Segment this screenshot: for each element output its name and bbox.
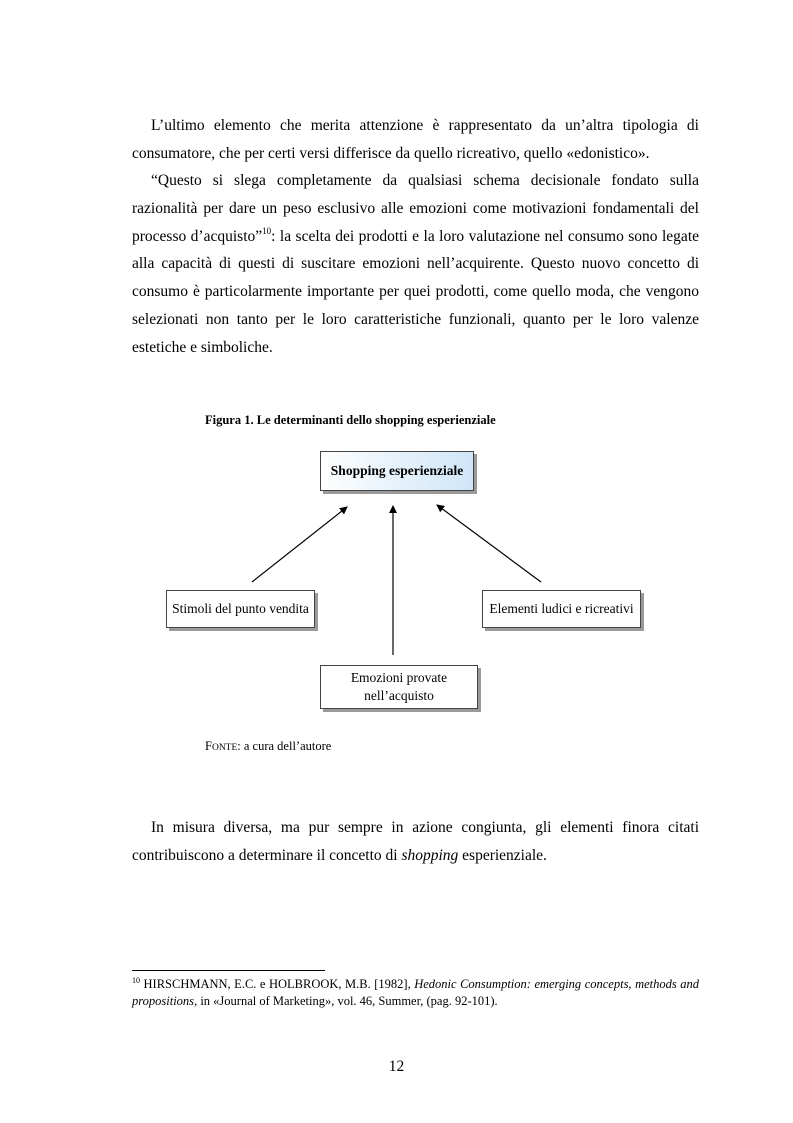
box-shopping-esperienziale xyxy=(320,451,474,491)
box-emozioni-line-2: nell’acquisto xyxy=(364,688,434,703)
box-emozioni-provate-label xyxy=(351,669,447,705)
arrow-left-to-center xyxy=(252,507,347,582)
box-stimoli-punto-vendita-label: Stimoli del punto vendita xyxy=(172,601,309,616)
box-emozioni-line-1: Emozioni provate xyxy=(350,670,448,685)
footnote-authors: HIRSCHMANN, E.C. e HOLBROOK, M.B. [1982], xyxy=(140,977,415,991)
source-label-initial: F xyxy=(205,739,212,753)
footnote-body xyxy=(132,976,699,1010)
paragraph-1 xyxy=(132,112,699,168)
page-number: 12 xyxy=(388,1058,405,1075)
source-label-rest: ONTE xyxy=(211,743,238,753)
footnote-reference[interactable]: 10 xyxy=(262,225,272,236)
box-elementi-ludici-label: Elementi ludici e ricreativi xyxy=(489,601,634,616)
paragraph-2-quote: “Questo si slega completamente da qualsiasi schema decisionale fondato sulla razionalità per dare un peso esclusivo alle emozioni come motivazioni fondamentali del processo d’acquisto” xyxy=(132,172,699,245)
box-elementi-ludici xyxy=(482,590,641,628)
box-shopping-esperienziale-label: Shopping esperienziale xyxy=(330,463,464,478)
box-emozioni-provate xyxy=(320,665,478,709)
paragraph-2-rest: : la scelta dei prodotti e la loro valutazione nel consumo sono legate alla capacità di questi di suscitare emozioni nell’acquirente. Questo nuovo concetto di consumo è particolarmente importante per quei prodotti, come quello moda, che vengono selezionati non tanto per le loro caratteristiche funzionali, quanto per le loro valenze estetiche e simboliche. xyxy=(132,227,700,356)
figure-caption: Figura 1. Le determinanti dello shopping esperienziale xyxy=(205,413,496,427)
paragraph-3 xyxy=(132,814,699,870)
paragraph-3-text-before: In misura diversa, ma pur sempre in azione congiunta, gli elementi finora citati contribuiscono a determinare il concetto di xyxy=(132,819,699,864)
footnote xyxy=(132,976,699,1010)
source-text: : a cura dell’autore xyxy=(237,739,332,753)
figure-source xyxy=(205,739,331,754)
footnote-separator xyxy=(132,970,325,971)
paragraph-3-italic: shopping xyxy=(401,846,459,864)
footnote-number: 10 xyxy=(132,976,140,985)
arrow-right-to-center xyxy=(437,505,541,582)
paragraph-1-text: L’ultimo elemento che merita attenzione è rappresentato da un’altra tipologia di consumatore, che per certi versi differisce da quello ricreativo, quello «edonistico». xyxy=(132,117,699,162)
paragraph-2-body xyxy=(132,167,699,362)
box-stimoli-punto-vendita xyxy=(166,590,315,628)
footnote-rest: , in «Journal of Marketing», vol. 46, Summer, (pag. 92-101). xyxy=(194,994,498,1008)
paragraph-3-text-after: esperienziale. xyxy=(458,846,547,864)
paragraph-3-body xyxy=(132,814,699,870)
paragraph-2 xyxy=(132,167,699,362)
footnote-title: Hedonic Consumption: emerging concepts, methods and propositions xyxy=(132,977,699,1008)
